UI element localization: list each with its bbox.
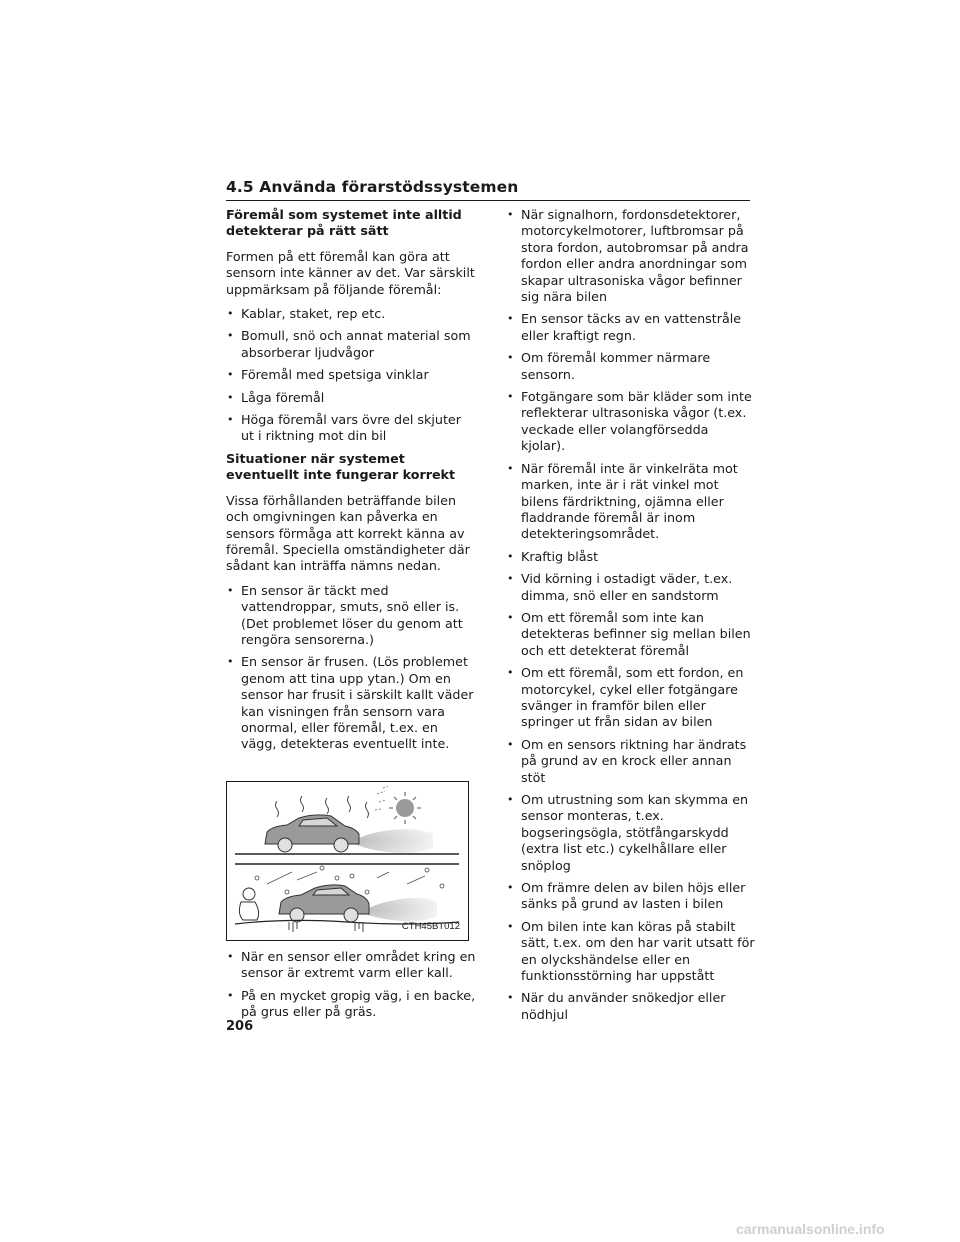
header-divider (226, 200, 750, 201)
car-top (265, 815, 359, 852)
left-column (226, 207, 476, 1026)
list-item: • På en mycket gropig väg, i en backe, på grus eller på gräs. (226, 988, 476, 1021)
situations-list (506, 207, 756, 1023)
list-item: • Om en sensors riktning har ändrats på grund av en krock eller annan stöt (506, 737, 756, 786)
list-item: • Fotgängare som bär kläder som inte reflekterar ultrasoniska vågor (t.ex. veckade eller volangförsedda kjolar). (506, 389, 756, 455)
conditions-list (226, 583, 476, 753)
heading-undetected-objects: Föremål som systemet inte alltid detekterar på rätt sätt (226, 207, 462, 239)
sensor-beam (355, 829, 433, 853)
watermark: carmanualsonline.info (736, 1221, 885, 1237)
list-item: • En sensor är frusen. (Lös problemet genom att tina upp ytan.) Om en sensor har frusit i särskilt kallt väder kan visningen från sensorn vara onormal, eller föremål, t.ex. en vägg, detekteras eventuellt inte. (226, 654, 476, 752)
temperature-terrain-list (226, 949, 476, 1021)
right-column (506, 207, 756, 1029)
section-title: 4.5 Använda förarstödssystemen (226, 178, 519, 196)
list-item: • Om ett föremål som inte kan detekteras befinner sig mellan bilen och ett detekterat föremål (506, 610, 756, 659)
list-item: • Höga föremål vars övre del skjuter ut i riktning mot din bil (226, 412, 476, 445)
list-item: • När en sensor eller området kring en sensor är extremt varm eller kall. (226, 949, 476, 982)
list-item: • Om ett föremål, som ett fordon, en motorcykel, cykel eller fotgängare svänger in framför bilen eller springer ut från sidan av bilen (506, 665, 756, 731)
list-item: • Bomull, snö och annat material som absorberar ljudvågor (226, 328, 476, 361)
list-item: • Kablar, staket, rep etc. (226, 306, 476, 322)
list-item: • När signalhorn, fordonsdetektorer, motorcykelmotorer, luftbromsar på stora fordon, autobromsar på andra fordon eller andra anordningar som skapar ultrasoniska vågor befinner sig nära bilen (506, 207, 756, 305)
paragraph-object-shape: Formen på ett föremål kan göra att sensorn inte känner av det. Var särskilt uppmärksam på följande föremål: (226, 248, 475, 297)
sensor-illustration (226, 781, 469, 941)
object-list (226, 306, 476, 445)
snowman-icon (239, 888, 258, 920)
list-item: • En sensor är täckt med vattendroppar, smuts, snö eller is. (Det problemet löser du genom att rengöra sensorerna.) (226, 583, 476, 649)
paragraph-conditions: Vissa förhållanden beträffande bilen och omgivningen kan påverka en sensors förmåga att korrekt känna av föremål. Speciella omständigheter där sådant kan inträffa nämns nedan. (226, 492, 470, 574)
list-item: • Föremål med spetsiga vinklar (226, 367, 476, 383)
list-item: • Om bilen inte kan köras på stabilt sätt, t.ex. om den har varit utsatt för en olyckshändelse eller en funktionsstörning har uppstått (506, 919, 756, 985)
list-item: • Om utrustning som kan skymma en sensor monteras, t.ex. bogseringsögla, stötfångarskydd (extra list etc.) cykelhållare eller snöplog (506, 792, 756, 874)
list-item: • Om främre delen av bilen höjs eller sänks på grund av lasten i bilen (506, 880, 756, 913)
figure-code: CTH45BT012 (401, 921, 460, 933)
list-item: • Vid körning i ostadigt väder, t.ex. dimma, snö eller en sandstorm (506, 571, 756, 604)
sun-icon (396, 799, 414, 817)
icicles (289, 922, 363, 932)
car-bottom (279, 885, 369, 922)
snow-lines (267, 872, 425, 884)
sensor-beam-cold (365, 898, 437, 921)
list-item: • När föremål inte är vinkelräta mot marken, inte är i rät vinkel mot bilens färdriktning, ojämna eller fladdrande föremål är inom detekteringsområdet. (506, 461, 756, 543)
list-item: • Kraftig blåst (506, 549, 756, 565)
list-item: • Låga föremål (226, 390, 476, 406)
page-number: 206 (226, 1019, 254, 1034)
list-item: • En sensor täcks av en vattenstråle eller kraftigt regn. (506, 311, 756, 344)
list-item: • När du använder snökedjor eller nödhjul (506, 990, 756, 1023)
heading-malfunction-situations: Situationer när systemet eventuellt inte fungerar korrekt (226, 450, 456, 483)
car-sensor-drawing (227, 782, 468, 940)
list-item: • Om föremål kommer närmare sensorn. (506, 350, 756, 383)
